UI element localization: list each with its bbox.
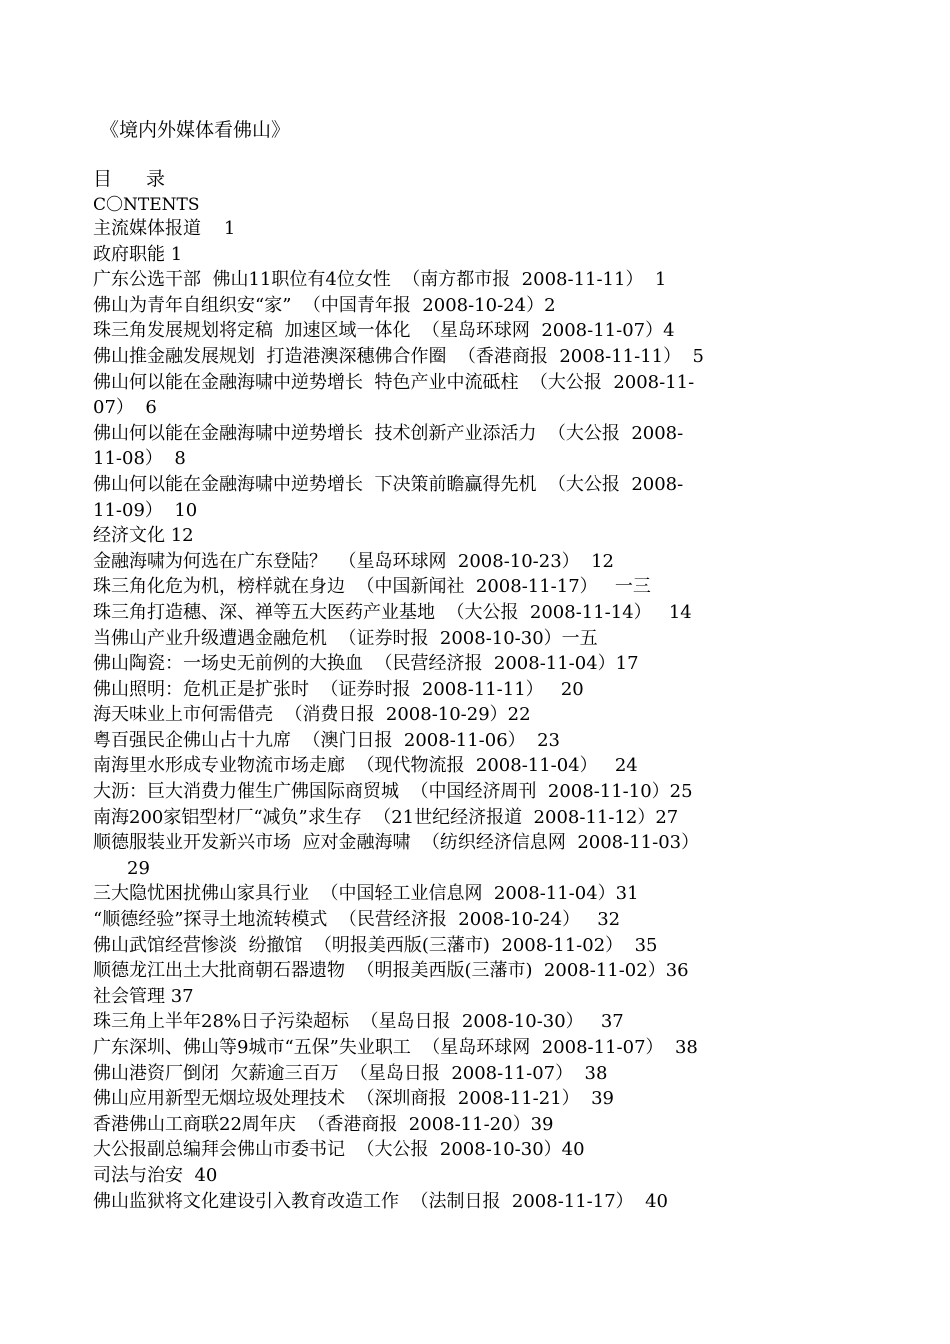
toc-entry[interactable] xyxy=(93,1189,863,1215)
toc-heading: 目 录 xyxy=(93,168,180,190)
toc-entry-continuation: 11-08） 8 xyxy=(93,448,186,470)
toc-entry[interactable] xyxy=(93,651,863,677)
toc-entry-text: 佛山应用新型无烟垃圾处理技术 （深圳商报 2008-11-21） 39 xyxy=(93,1088,615,1110)
toc-entry-text: 政府职能 1 xyxy=(93,243,183,265)
toc-entry[interactable] xyxy=(93,1137,863,1163)
toc-entry-continuation: 07） 6 xyxy=(93,397,157,419)
toc-entry[interactable] xyxy=(93,370,863,421)
toc-entry-text: 佛山陶瓷：一场史无前例的大换血 （民营经济报 2008-11-04）17 xyxy=(93,653,639,675)
toc-entry[interactable] xyxy=(93,472,863,523)
toc-entry-text: 顺德龙江出土大批商朝石器遗物 （明报美西版(三藩市) 2008-11-02）36 xyxy=(93,960,689,982)
toc-entry-text: “顺德经验”探寻土地流转模式 （民营经济报 2008-10-24） 32 xyxy=(93,909,621,931)
toc-entry-text: 佛山为青年自组织安“家” （中国青年报 2008-10-24）2 xyxy=(93,294,556,316)
toc-entry[interactable] xyxy=(93,523,863,549)
toc-entry[interactable] xyxy=(93,1112,863,1138)
toc-entry[interactable] xyxy=(93,881,863,907)
toc-entry[interactable] xyxy=(93,242,863,268)
document-title: 《境内外媒体看佛山》 xyxy=(100,119,291,141)
toc-entry-continuation: 11-09） 10 xyxy=(93,499,198,521)
toc-entry-text: 司法与治安 40 xyxy=(93,1164,218,1186)
toc-entry-text: 珠三角打造穗、深、禅等五大医药产业基地 （大公报 2008-11-14） 14 xyxy=(93,601,692,623)
toc-entry-text: 佛山推金融发展规划 打造港澳深穗佛合作圈 （香港商报 2008-11-11） 5 xyxy=(93,345,705,367)
toc-entry[interactable] xyxy=(93,216,863,242)
toc-entry-text: 主流媒体报道 1 xyxy=(93,218,236,239)
toc-entry[interactable] xyxy=(93,267,863,293)
toc-entry[interactable] xyxy=(93,600,863,626)
toc-entry[interactable] xyxy=(93,626,863,652)
toc-entry[interactable] xyxy=(93,830,863,881)
toc-entry[interactable] xyxy=(93,1009,863,1035)
toc-entry-text: 佛山何以能在金融海啸中逆势增长 技术创新产业添活力 （大公报 2008- xyxy=(93,422,684,444)
toc-entry[interactable] xyxy=(93,702,863,728)
toc-entry[interactable] xyxy=(93,753,863,779)
toc-entry-text: 珠三角上半年28%日子污染超标 （星岛日报 2008-10-30） 37 xyxy=(93,1011,624,1033)
toc-entry-text: 佛山照明：危机正是扩张时 （证券时报 2008-11-11） 20 xyxy=(93,678,584,700)
toc-entry-text: 粤百强民企佛山占十九席 （澳门日报 2008-11-06） 23 xyxy=(93,729,561,751)
toc-entry-text: 社会管理 37 xyxy=(93,985,194,1007)
toc-entry-text: 佛山何以能在金融海啸中逆势增长 下决策前瞻赢得先机 （大公报 2008- xyxy=(93,473,684,495)
toc-entry-text: 佛山武馆经营惨淡 纷撤馆 （明报美西版(三藩市) 2008-11-02） 35 xyxy=(93,934,658,956)
toc-entry[interactable] xyxy=(93,549,863,575)
toc-entry-text: 南海200家铝型材厂“减负”求生存 （21世纪经济报道 2008-11-12）27 xyxy=(93,806,679,828)
toc-entry[interactable] xyxy=(93,318,863,344)
toc-list xyxy=(93,216,863,1214)
toc-entry-text: 佛山何以能在金融海啸中逆势增长 特色产业中流砥柱 （大公报 2008-11- xyxy=(93,371,695,393)
toc-entry[interactable] xyxy=(93,1035,863,1061)
toc-entry[interactable] xyxy=(93,958,863,984)
toc-entry[interactable] xyxy=(93,907,863,933)
toc-entry-continuation: 29 xyxy=(127,857,150,879)
toc-entry-text: 佛山监狱将文化建设引入教育改造工作 （法制日报 2008-11-17） 40 xyxy=(93,1190,669,1212)
toc-entry-text: 佛山港资厂倒闭 欠薪逾三百万 （星岛日报 2008-11-07） 38 xyxy=(93,1062,608,1084)
toc-entry-text: 香港佛山工商联22周年庆 （香港商报 2008-11-20）39 xyxy=(93,1113,554,1135)
toc-entry-text: 当佛山产业升级遭遇金融危机 （证券时报 2008-10-30）一五 xyxy=(93,627,598,649)
toc-entry-text: 大公报副总编拜会佛山市委书记 （大公报 2008-10-30）40 xyxy=(93,1139,585,1161)
toc-entry[interactable] xyxy=(93,344,863,370)
toc-entry-text: 珠三角化危为机，榜样就在身边 （中国新闻社 2008-11-17） 一三 xyxy=(93,576,651,598)
toc-entry-text: 顺德服装业开发新兴市场 应对金融海啸 （纺织经济信息网 2008-11-03） xyxy=(93,832,700,854)
toc-entry[interactable] xyxy=(93,293,863,319)
toc-entry-text: 金融海啸为何选在广东登陆？ （星岛环球网 2008-10-23） 12 xyxy=(93,550,615,572)
toc-entry[interactable] xyxy=(93,728,863,754)
toc-entry-text: 三大隐忧困扰佛山家具行业 （中国轻工业信息网 2008-11-04）31 xyxy=(93,883,639,905)
toc-entry[interactable] xyxy=(93,1061,863,1087)
toc-entry[interactable] xyxy=(93,779,863,805)
toc-entry-text: 大沥：巨大消费力催生广佛国际商贸城 （中国经济周刊 2008-11-10）25 xyxy=(93,781,693,803)
toc-entry-text: 海天味业上市何需借壳 （消费日报 2008-10-29）22 xyxy=(93,704,531,726)
toc-entry[interactable] xyxy=(93,805,863,831)
toc-subheading: C〇NTENTS xyxy=(93,195,200,215)
toc-entry[interactable] xyxy=(93,933,863,959)
toc-entry-text: 南海里水形成专业物流市场走廊 （现代物流报 2008-11-04） 24 xyxy=(93,755,638,777)
toc-entry-text: 广东深圳、佛山等9城市“五保”失业职工 （星岛环球网 2008-11-07） 38 xyxy=(93,1037,698,1058)
toc-entry[interactable] xyxy=(93,984,863,1010)
toc-entry[interactable] xyxy=(93,1163,863,1189)
toc-entry[interactable] xyxy=(93,421,863,472)
toc-entry-text: 广东公选干部 佛山11职位有4位女性 （南方都市报 2008-11-11） 1 xyxy=(93,269,667,291)
toc-entry-text: 经济文化 12 xyxy=(93,525,194,547)
toc-entry[interactable] xyxy=(93,574,863,600)
toc-entry[interactable] xyxy=(93,1086,863,1112)
toc-entry-text: 珠三角发展规划将定稿 加速区域一体化 （星岛环球网 2008-11-07）4 xyxy=(93,320,675,342)
toc-entry[interactable] xyxy=(93,677,863,703)
